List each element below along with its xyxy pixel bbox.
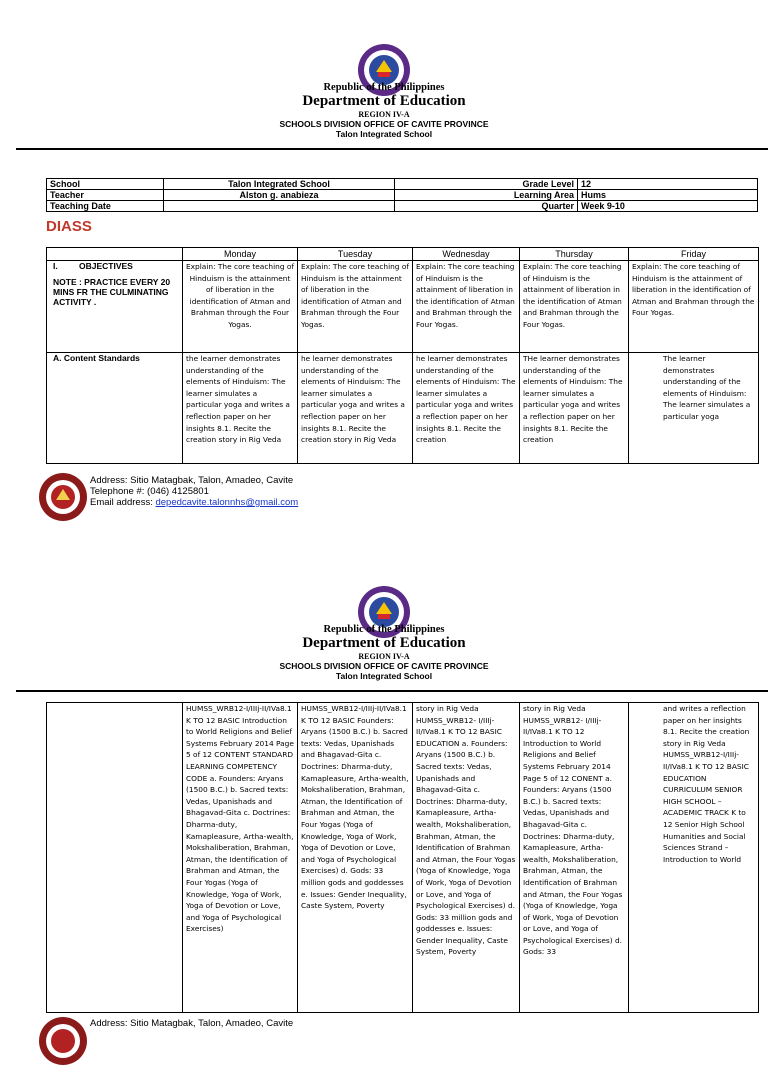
day-header: Thursday <box>520 248 629 261</box>
division-label: SCHOOLS DIVISION OFFICE OF CAVITE PROVINCE <box>279 119 489 129</box>
footer-email-line <box>90 498 298 509</box>
header-rule <box>16 148 768 150</box>
content-standard-cell: he learner demonstrates understanding of the elements of Hinduism: The learner simulates a particular yoga and writes a reflection paper on her insights 8.1. Recite the creation story in Rig Veda <box>298 353 413 464</box>
objective-cell: Explain: The core teaching of Hinduism is the attainment of liberation in the identification of Atman and Brahman through the Four Yogas. <box>413 261 520 353</box>
school-value: Talon Integrated School <box>164 179 395 190</box>
document-header <box>0 624 768 681</box>
date-value <box>164 201 395 212</box>
school-name: Talon Integrated School <box>335 671 433 681</box>
division-label: SCHOOLS DIVISION OFFICE OF CAVITE PROVINCE <box>279 661 489 671</box>
objectives-note: NOTE : PRACTICE EVERY 20 MINS FR THE CULMINATING ACTIVITY . <box>53 277 171 307</box>
header-rule <box>16 690 768 692</box>
department-title: Department of Education <box>302 93 466 109</box>
teacher-value: Alston g. anabieza <box>164 190 395 201</box>
footer-address: Address: Sitio Matagbak, Talon, Amadeo, Cavite <box>90 1018 294 1029</box>
day-header: Tuesday <box>298 248 413 261</box>
content-standards-label: A. Content Standards <box>53 353 140 363</box>
content-standard-cell: The learner demonstrates understanding of the elements of Hinduism: The learner simulates a particular yoga <box>629 353 759 464</box>
region-label: REGION IV-A <box>358 110 410 119</box>
footer-address: Address: Sitio Matagbak, Talon, Amadeo, Cavite <box>90 475 294 486</box>
objective-cell: Explain: The core teaching of Hinduism is the attainment of liberation in the identification of Atman and Brahman through the Four Yogas. <box>298 261 413 353</box>
day-header: Monday <box>183 248 298 261</box>
lesson-table <box>46 247 759 464</box>
school-logo-icon <box>38 472 88 522</box>
region-label: REGION IV-A <box>358 652 410 661</box>
email-link[interactable]: depedcavite.talonnhs@gmail.com <box>155 497 299 508</box>
school-label: School <box>47 179 164 190</box>
objectives-label-cell <box>47 261 183 353</box>
grade-label: Grade Level <box>395 179 578 190</box>
continuation-cell: HUMSS_WRB12-I/IIIj-II/IVa8.1 K TO 12 BASIC Introduction to World Religions and Belief Systems February 2014 Page 5 of 12 CONTENT STANDARD LEARNING COMPETENCY CODE a. Founders: Aryans (1500 B.C.) b. Sacred texts: Vedas, Upanishads and Bhagavad-Gita c. Doctrines: Dharma-duty, Kamapleasure, Artha-wealth, Mokshaliberation, Brahman, Atman, the Identification of Brahman and Atman, the Four Yogas (Yoga of Knowledge, Yoga of Work, Yoga of Devotion or Love, and Yoga of Psychological Exercises) <box>183 703 298 1013</box>
day-header: Friday <box>629 248 759 261</box>
subject-title: DIASS <box>46 218 92 235</box>
continuation-cell: story in Rig Veda HUMSS_WRB12- I/IIIj-II/IVa8.1 K TO 12 BASIC EDUCATION a. Founders: Aryans (1500 B.C.) b. Sacred texts: Vedas, Upanishads and Bhagavad-Gita c. Doctrines: Dharma-duty, Kamapleasure, Artha-wealth, Mokshaliberation, Brahman, Atman, the Identification of Brahman and Atman, the Four Yogas (Yoga of Knowledge, Yoga of Work, Yoga of Devotion or Love, and Yoga of Psychological Exercises) d. Gods: 33 million gods and goddesses e. Issues: Gender Inequality, Caste System, Poverty <box>413 703 520 1013</box>
area-value: Hums <box>578 190 758 201</box>
continuation-cell: and writes a reflection paper on her insights 8.1. Recite the creation story in Rig Veda HUMSS_WRB12-I/IIIj-II/IVa8.1 K TO 12 BASIC EDUCATION CURRICULUM SENIOR HIGH SCHOOL – ACADEMIC TRACK K to 12 Senior High School Humanities and Social Sciences Strand – Introduction to World <box>629 703 759 1013</box>
republic-title: Republic of the Philippines <box>323 82 445 93</box>
content-standard-cell: he learner demonstrates understanding of the elements of Hinduism: The learner simulates a particular yoga and writes a reflection paper on her insights 8.1. Recite the creation <box>413 353 520 464</box>
school-name: Talon Integrated School <box>335 129 433 139</box>
objective-cell: Explain: The core teaching of Hinduism is the attainment of liberation in the identification of Atman and Brahman through the Four Yogas. <box>520 261 629 353</box>
content-standard-cell: the learner demonstrates understanding of the elements of Hinduism: The learner simulates a particular yoga and writes a reflection paper on her insights 8.1. Recite the creation story in Rig Veda <box>183 353 298 464</box>
day-header: Wednesday <box>413 248 520 261</box>
objective-cell: Explain: The core teaching of Hinduism is the attainment of liberation in the identification of Atman and Brahman through the Four Yogas. <box>183 261 298 353</box>
document-header <box>0 82 768 139</box>
info-table <box>46 178 758 212</box>
continuation-cell: story in Rig Veda HUMSS_WRB12- I/IIIj-II/IVa8.1 K TO 12 Introduction to World Religions and Belief Systems February 2014 Page 5 of 12 CONENT a. Founders: Aryans (1500 B.C.) b. Sacred texts: Vedas, Upanishads and Bhagavad-Gita c. Doctrines: Dharma-duty, Kamapleasure, Artha-wealth, Mokshaliberation, Brahman, Atman, the Identification of Brahman and Atman, the Four Yogas (Yoga of Knowledge, Yoga of Work, Yoga of Devotion or Love, and Yoga of Psychological Exercises) d. Gods: 33 <box>520 703 629 1013</box>
content-standard-cell: THe learner demonstrates understanding of the elements of Hinduism: The learner simulates a particular yoga and writes a reflection paper on her insights 8.1. Recite the creation <box>520 353 629 464</box>
footer-telephone: Telephone #: (046) 4125801 <box>90 486 209 497</box>
footer-email-label: Email address: <box>90 497 156 508</box>
quarter-label: Quarter <box>395 201 578 212</box>
department-title: Department of Education <box>302 635 466 651</box>
continuation-cell: HUMSS_WRB12-I/IIIj-II/IVa8.1 K TO 12 BASIC Founders: Aryans (1500 B.C.) b. Sacred texts: Vedas, Upanishads and Bhagavad-Gita c. Doctrines: Dharma-duty, Kamapleasure, Artha-wealth, Mokshaliberation, Brahman, Atman, the Identification of Brahman and Atman, the Four Yogas (Yoga of Knowledge, Yoga of Work, Yoga of Devotion or Love, and Yoga of Psychological Exercises) d. Gods: 33 million gods and goddesses e. Issues: Gender Inequality, Caste System, Poverty <box>298 703 413 1013</box>
grade-value: 12 <box>578 179 758 190</box>
quarter-value: Week 9-10 <box>578 201 758 212</box>
objectives-label: I. OBJECTIVES <box>53 261 133 271</box>
objective-cell: Explain: The core teaching of Hinduism is the attainment of liberation in the identification of Atman and Brahman through the Four Yogas. <box>629 261 759 353</box>
teacher-label: Teacher <box>47 190 164 201</box>
corner-cell <box>47 248 183 261</box>
republic-title: Republic of the Philippines <box>323 624 445 635</box>
content-standards-label-cell <box>47 353 183 464</box>
date-label: Teaching Date <box>47 201 164 212</box>
label-cell <box>47 703 183 1013</box>
area-label: Learning Area <box>395 190 578 201</box>
lesson-table-continued <box>46 702 759 1013</box>
